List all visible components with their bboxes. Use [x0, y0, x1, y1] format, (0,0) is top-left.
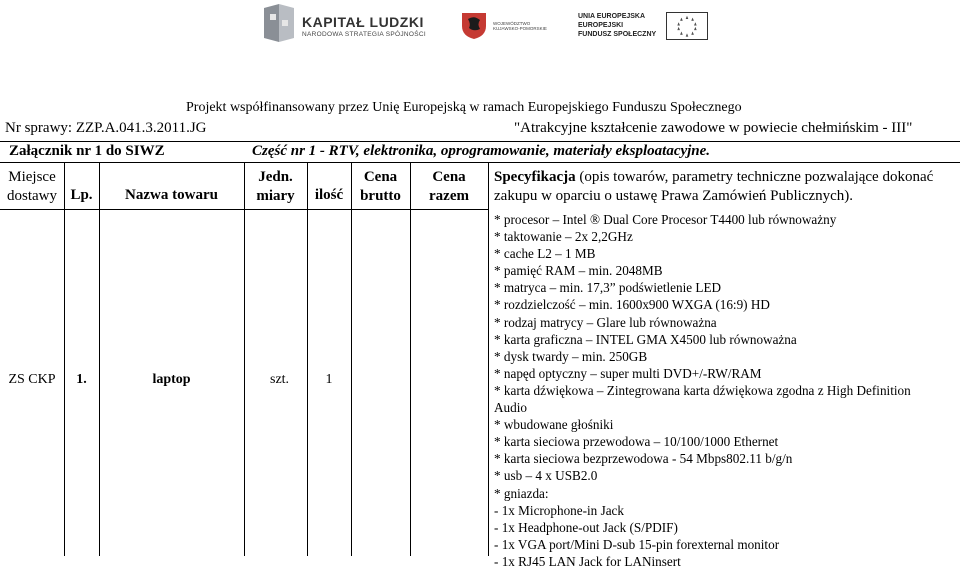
eu-text: UNIA EUROPEJSKA EUROPEJSKI FUNDUSZ SPOŁECZNY: [578, 13, 657, 38]
attachment-label: Załącznik nr 1 do SIWZ: [9, 143, 165, 159]
row-unit: szt.: [270, 372, 290, 387]
col-header-number: Lp.: [70, 187, 93, 203]
kapital-ludzki-logo: [262, 4, 432, 44]
spec-line: * procesor – Intel ® Dual Core Procesor T4400 lub równoważny: [494, 212, 837, 227]
spec-line: * cache L2 – 1 MB: [494, 246, 596, 262]
header-divider: [0, 141, 960, 142]
spec-line: * pamięć RAM – min. 2048MB: [494, 263, 663, 279]
col-header-total: Cena razem: [429, 169, 469, 204]
coat-of-arms-icon: [459, 10, 489, 40]
column-divider: [351, 162, 352, 556]
spec-line: * wbudowane głośniki: [494, 417, 614, 433]
spec-line: * rodzaj matrycy – Glare lub równoważna: [494, 314, 717, 330]
kapital-ludzki-subtitle: NARODOWA STRATEGIA SPÓJNOŚCI: [302, 31, 426, 38]
wojewodztwo-logo: [459, 10, 549, 40]
row-item-name: laptop: [152, 372, 191, 387]
col-header-unit: Jedn. miary: [256, 169, 295, 204]
eu-flag-icon: [666, 12, 708, 40]
col-header-quantity: ilość: [314, 187, 344, 203]
spec-heading-bold: Specyfikacja: [494, 169, 576, 185]
spec-line: * matryca – min. 17,3” podświetlenie LED: [494, 280, 722, 296]
col-header-spec: [494, 168, 933, 206]
col-header-price: Cena brutto: [360, 169, 401, 204]
spec-line: Audio: [494, 400, 527, 416]
spec-line: - 1x Headphone-out Jack (S/PDIF): [494, 519, 678, 535]
spec-line: * karta graficzna – INTEL GMA X4500 lub równoważna: [494, 331, 797, 347]
spec-line: - 1x VGA port/Mini D-sub 15-pin forexternal monitor: [494, 536, 780, 552]
eu-logo: [578, 10, 708, 42]
case-number: Nr sprawy: ZZP.A.041.3.2011.JG: [5, 120, 207, 136]
col-header-item-name: Nazwa towaru: [125, 187, 218, 203]
kapital-ludzki-title: KAPITAŁ LUDZKI: [302, 14, 424, 30]
spec-line: * karta sieciowa bezprzewodowa - 54 Mbps802.11 b/g/n: [494, 451, 793, 467]
column-divider: [410, 162, 411, 556]
column-divider: [244, 162, 245, 556]
wojewodztwo-text: WOJEWÓDZTWO KUJAWSKO-POMORSKIE: [493, 21, 547, 31]
spec-heading-line2: zakupu w oparciu o ustawę Prawa Zamówień Publicznych).: [494, 188, 854, 204]
column-divider: [99, 162, 100, 556]
spec-line: * karta sieciowa przewodowa – 10/100/1000 Ethernet: [494, 434, 779, 450]
table-top-border: [0, 162, 960, 163]
part-title: Część nr 1 - RTV, elektronika, oprogramowanie, materiały eksploatacyjne.: [252, 143, 711, 159]
spec-line: * usb – 4 x USB2.0: [494, 468, 598, 484]
row-quantity: 1: [325, 372, 333, 387]
spec-line: * taktowanie – 2x 2,2GHz: [494, 229, 633, 245]
column-divider: [307, 162, 308, 556]
spec-line: * napęd optyczny – super multi DVD+/-RW/RAM: [494, 365, 762, 381]
spec-line: * dysk twardy – min. 250GB: [494, 348, 648, 364]
row-location: ZS CKP: [8, 372, 56, 387]
spec-line: - 1x Microphone-in Jack: [494, 502, 625, 518]
spec-heading-rest: (opis towarów, parametry techniczne pozwalające dokonać: [575, 169, 934, 185]
row-specification: [494, 211, 911, 570]
cofinancing-note: Projekt współfinansowany przez Unię Europejską w ramach Europejskiego Funduszu Społecznego: [186, 100, 742, 115]
kapital-ludzki-emblem-icon: [262, 4, 296, 44]
spec-line: - 1x RJ45 LAN Jack for LANinsert: [494, 553, 681, 569]
row-number: 1.: [76, 372, 87, 387]
spec-line: * rozdzielczość – min. 1600x900 WXGA (16:9) HD: [494, 297, 770, 313]
spec-line: * karta dźwiękowa – Zintegrowana karta dźwiękowa zgodna z High Definition: [494, 382, 911, 398]
column-divider: [64, 162, 65, 556]
col-header-location: Miejsce dostawy: [7, 169, 57, 204]
project-name: "Atrakcyjne kształcenie zawodowe w powiecie chełmińskim - III": [514, 120, 913, 136]
spec-line: * gniazda:: [494, 485, 549, 501]
column-divider: [488, 162, 489, 556]
